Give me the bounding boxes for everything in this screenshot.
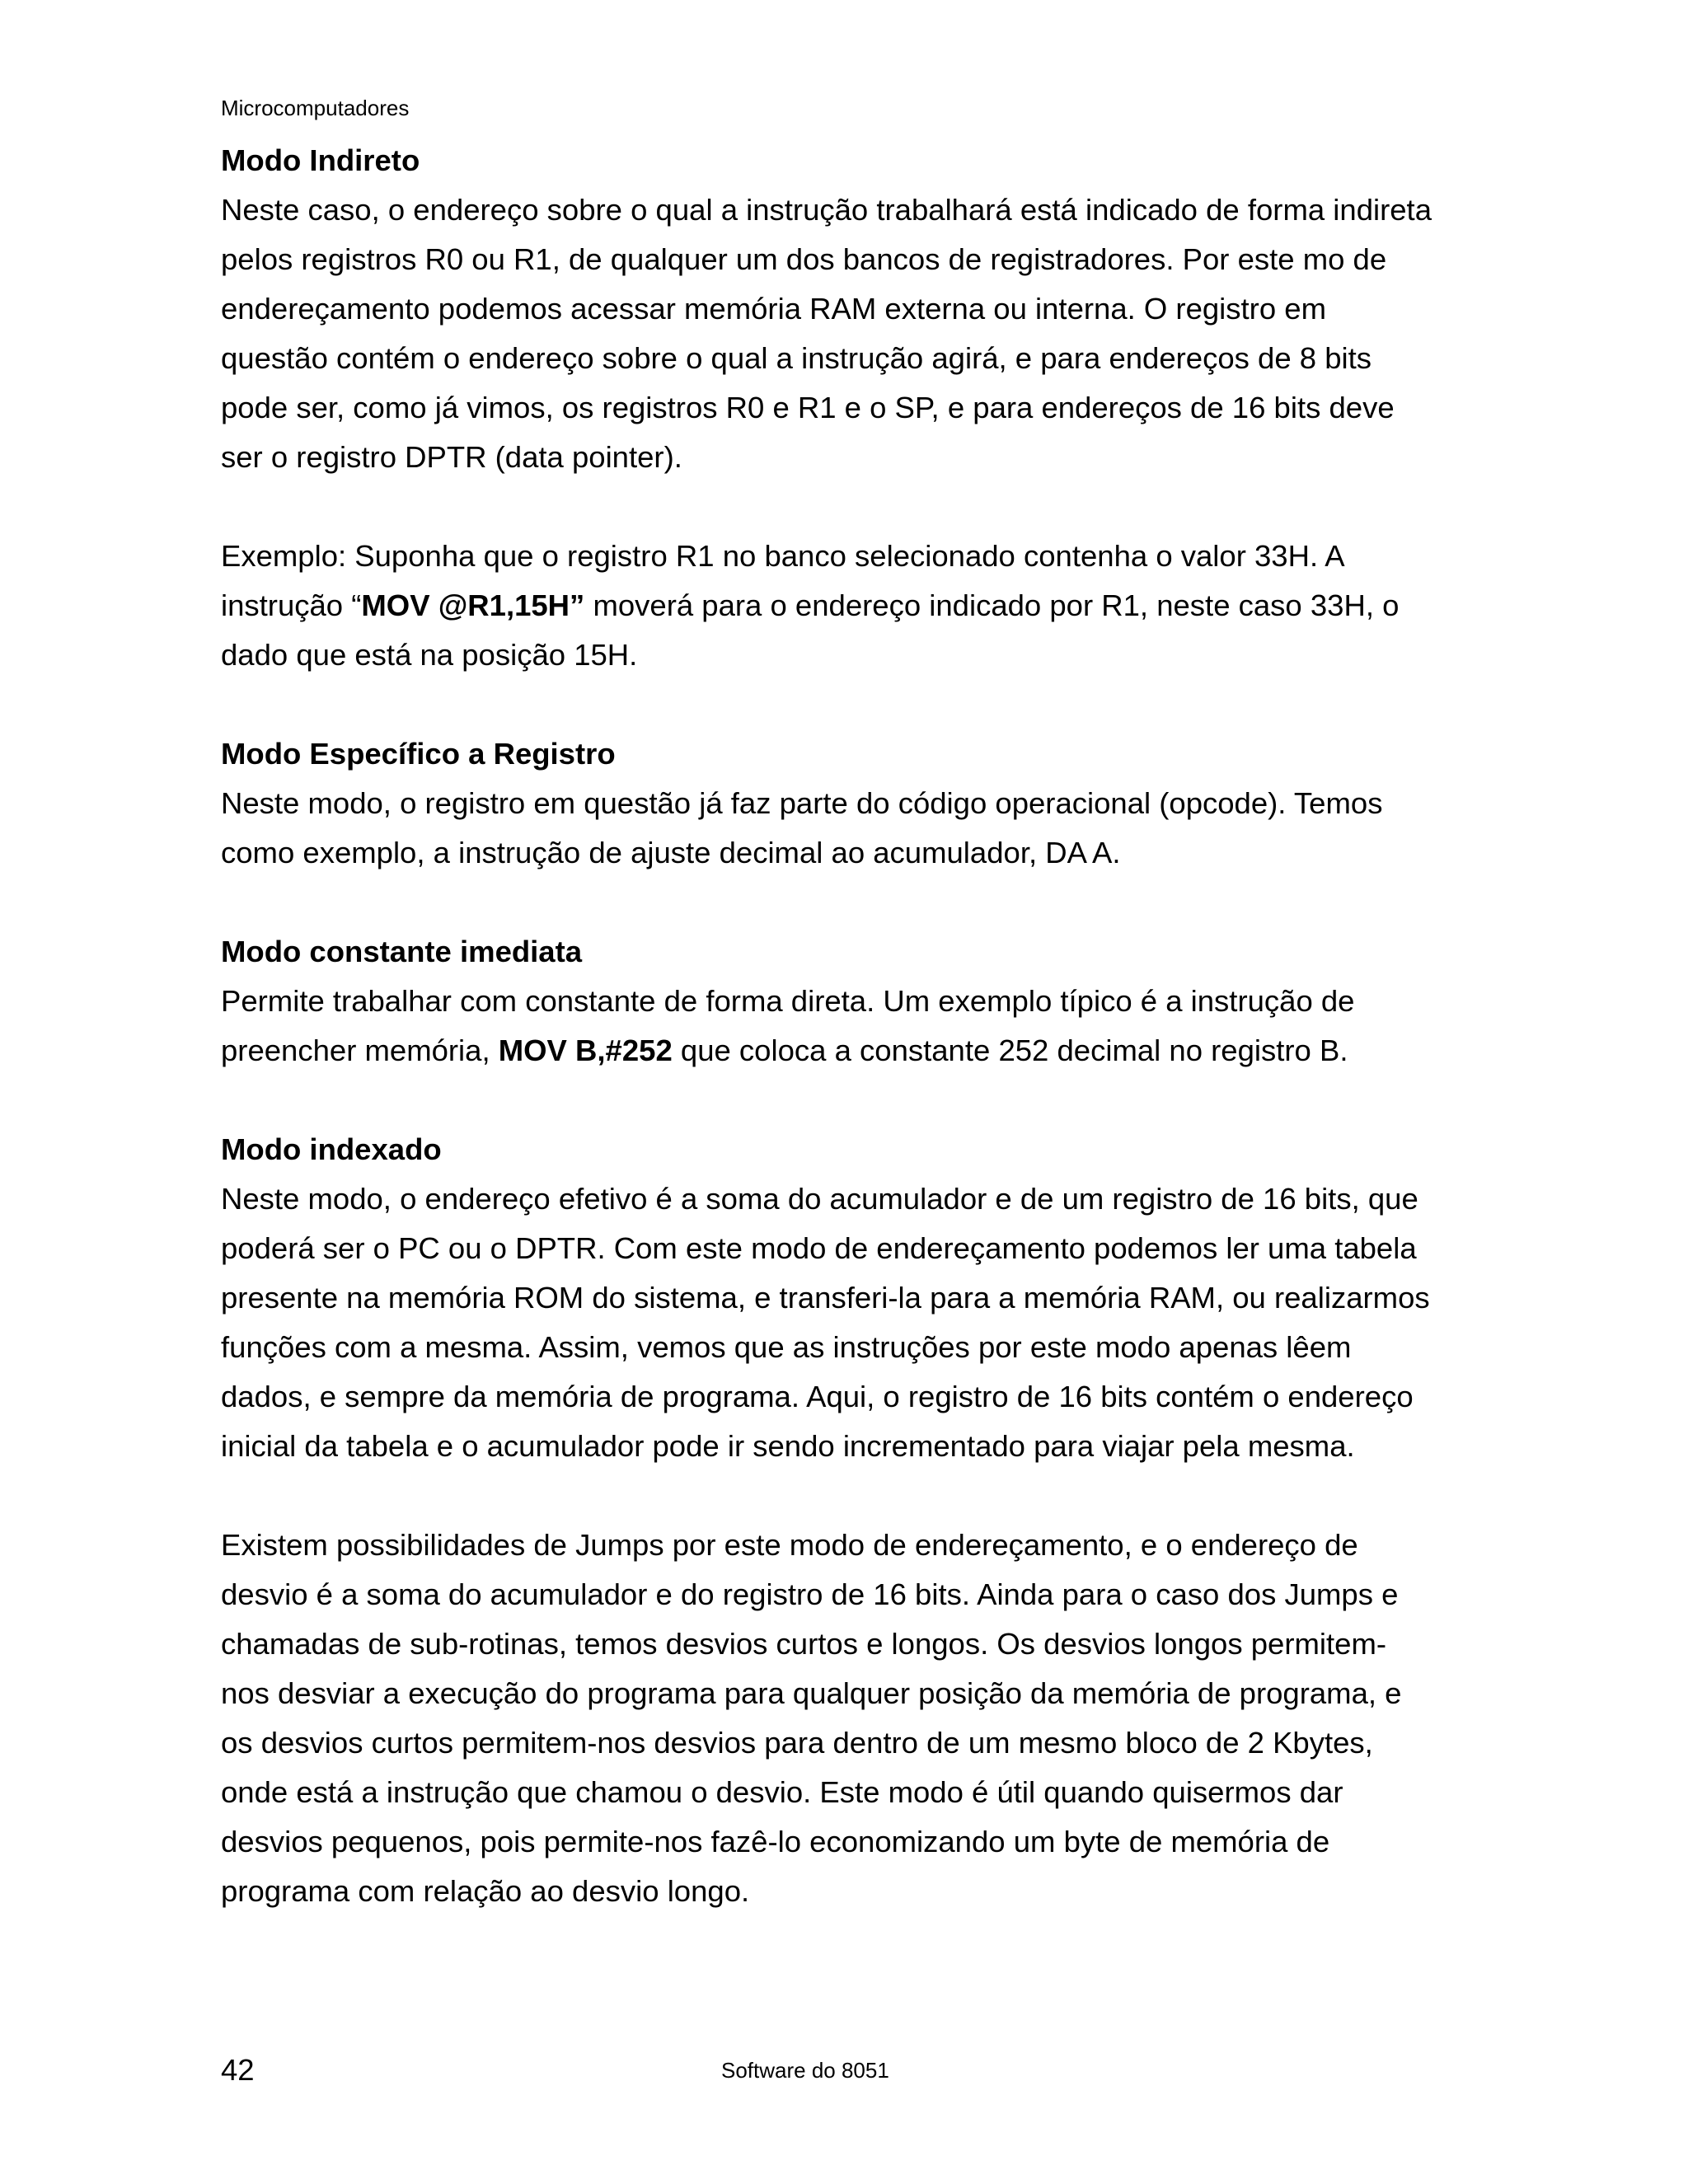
page-body bbox=[221, 136, 1432, 1966]
running-header: Microcomputadores bbox=[221, 96, 410, 120]
paragraph-indexado-jumps: Existem possibilidades de Jumps por este modo de endereçamento, e o endereço de desvio é a soma do acumulador e do registro de 16 bits. Ainda para o caso dos Jumps e chamadas de sub-rotinas, temos desvios curtos e longos. Os desvios longos permitem-nos desviar a execução do programa para qualquer posição da memória de programa, e os desvios curtos permitem-nos desvios para dentro de um mesmo bloco de 2 Kbytes, onde está a instrução que chamou o desvio. Este modo é útil quando quisermos dar desvios pequenos, pois permite-nos fazê-lo economizando um byte de memória de programa com relação ao desvio longo. bbox=[221, 1528, 1402, 1908]
constante-text-before: Permite trabalhar com constante de forma direta. Um exemplo típico é a instrução de preencher memória, bbox=[221, 984, 1355, 1067]
paragraph-especifico: Neste modo, o registro em questão já faz parte do código operacional (opcode). Temos como exemplo, a instrução de ajuste decimal ao acumulador, DA A. bbox=[221, 786, 1383, 869]
section-heading-indireto: Modo Indireto bbox=[221, 143, 420, 177]
section-heading-especifico: Modo Específico a Registro bbox=[221, 737, 616, 771]
example-text-after: moverá para o endereço indicado por R1, neste caso 33H, o dado que está na posição 15H. bbox=[221, 588, 1400, 672]
running-footer: Software do 8051 bbox=[721, 2058, 889, 2083]
paragraph-indexado-description: Neste modo, o endereço efetivo é a soma do acumulador e de um registro de 16 bits, que poderá ser o PC ou o DPTR. Com este modo de endereçamento podemos ler uma tabela presente na memória ROM do sistema, e transferi-la para a memória RAM, ou realizarmos funções com a mesma. Assim, vemos que as instruções por este modo apenas lêem dados, e sempre da memória de programa. Aqui, o registro de 16 bits contém o endereço inicial da tabela e o acumulador pode ir sendo incrementado para viajar pela mesma. bbox=[221, 1182, 1430, 1463]
section-heading-indexado: Modo indexado bbox=[221, 1132, 442, 1166]
example-code: MOV @R1,15H” bbox=[361, 588, 585, 622]
page-number: 42 bbox=[221, 2053, 255, 2087]
constante-text-after: que coloca a constante 252 decimal no registro B. bbox=[672, 1033, 1348, 1067]
section-heading-constante: Modo constante imediata bbox=[221, 935, 583, 968]
paragraph-constante bbox=[221, 977, 1432, 1076]
paragraph-indireto-description: Neste caso, o endereço sobre o qual a instrução trabalhará está indicado de forma indireta pelos registros R0 ou R1, de qualquer um dos bancos de registradores. Por este mo de endereçamento podemos acessar memória RAM externa ou interna. O registro em questão contém o endereço sobre o qual a instrução agirá, e para endereços de 8 bits pode ser, como já vimos, os registros R0 e R1 e o SP, e para endereços de 16 bits deve ser o registro DPTR (data pointer). bbox=[221, 193, 1432, 474]
example-text-before: Exemplo: Suponha que o registro R1 no banco selecionado contenha o valor 33H. A instrução “ bbox=[221, 539, 1343, 622]
constante-code: MOV B,#252 bbox=[498, 1033, 673, 1067]
paragraph-indireto-example bbox=[221, 532, 1432, 680]
